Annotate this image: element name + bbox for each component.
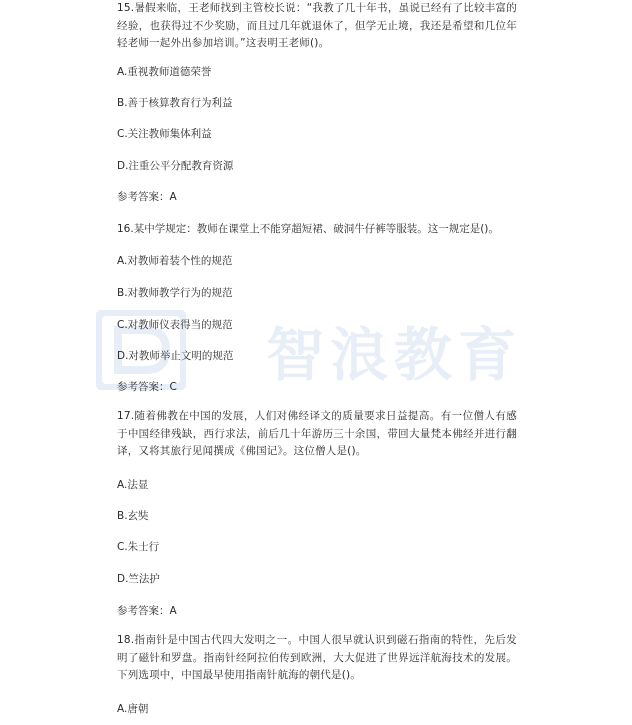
question-18-option-a: A.唐朝 [117,703,149,715]
question-16-option-a: A.对教师着装个性的规范 [117,255,233,267]
question-17-answer: 参考答案：A [117,605,177,617]
question-15-option-d: D.注重公平分配教育资源 [117,160,234,172]
question-15-stem: 15.暑假来临，王老师找到主管校长说：“我教了几十年书，虽说已经有了比较丰富的经验，也获得过不少奖励，而且过几年就退休了，但学无止境，我还是希望和几位年轻老师一起外出参加培训。”这表明王老师()。 [117,2,517,49]
question-15-option-a: A.重视教师道德荣誉 [117,66,212,78]
question-16-option-c: C.对教师仪表得当的规范 [117,319,233,331]
question-17-option-c: C.朱士行 [117,541,160,553]
question-17-option-d: D.竺法护 [117,573,160,585]
question-17-option-a: A.法显 [117,479,149,491]
question-15-answer: 参考答案：A [117,191,177,203]
question-15-option-c: C.关注教师集体利益 [117,128,212,140]
question-16-answer: 参考答案：C [117,381,177,393]
question-17-option-b: B.玄奘 [117,510,149,522]
question-17-stem: 17.随着佛教在中国的发展，人们对佛经译文的质量要求日益提高。有一位僧人有感于中国经律残缺，西行求法，前后几十年游历三十余国，带回大量梵本佛经并进行翻译，又将其旅行见闻撰成《佛国记》。这位僧人是()。 [117,410,517,457]
question-16-option-b: B.对教师教学行为的规范 [117,287,233,299]
question-16-stem: 16.某中学规定：教师在课堂上不能穿超短裙、破洞牛仔裤等服装。这一规定是()。 [117,223,499,235]
question-16-option-d: D.对教师举止文明的规范 [117,350,234,362]
watermark-text: 智浪教育 [266,321,523,389]
question-18-stem: 18.指南针是中国古代四大发明之一。中国人很早就认识到磁石指南的特性，先后发明了磁针和罗盘。指南针经阿拉伯传到欧洲，大大促进了世界远洋航海技术的发展。下列选项中，中国最早使用指南针航海的朝代是()。 [117,634,517,681]
question-15-option-b: B.善于核算教育行为利益 [117,97,233,109]
